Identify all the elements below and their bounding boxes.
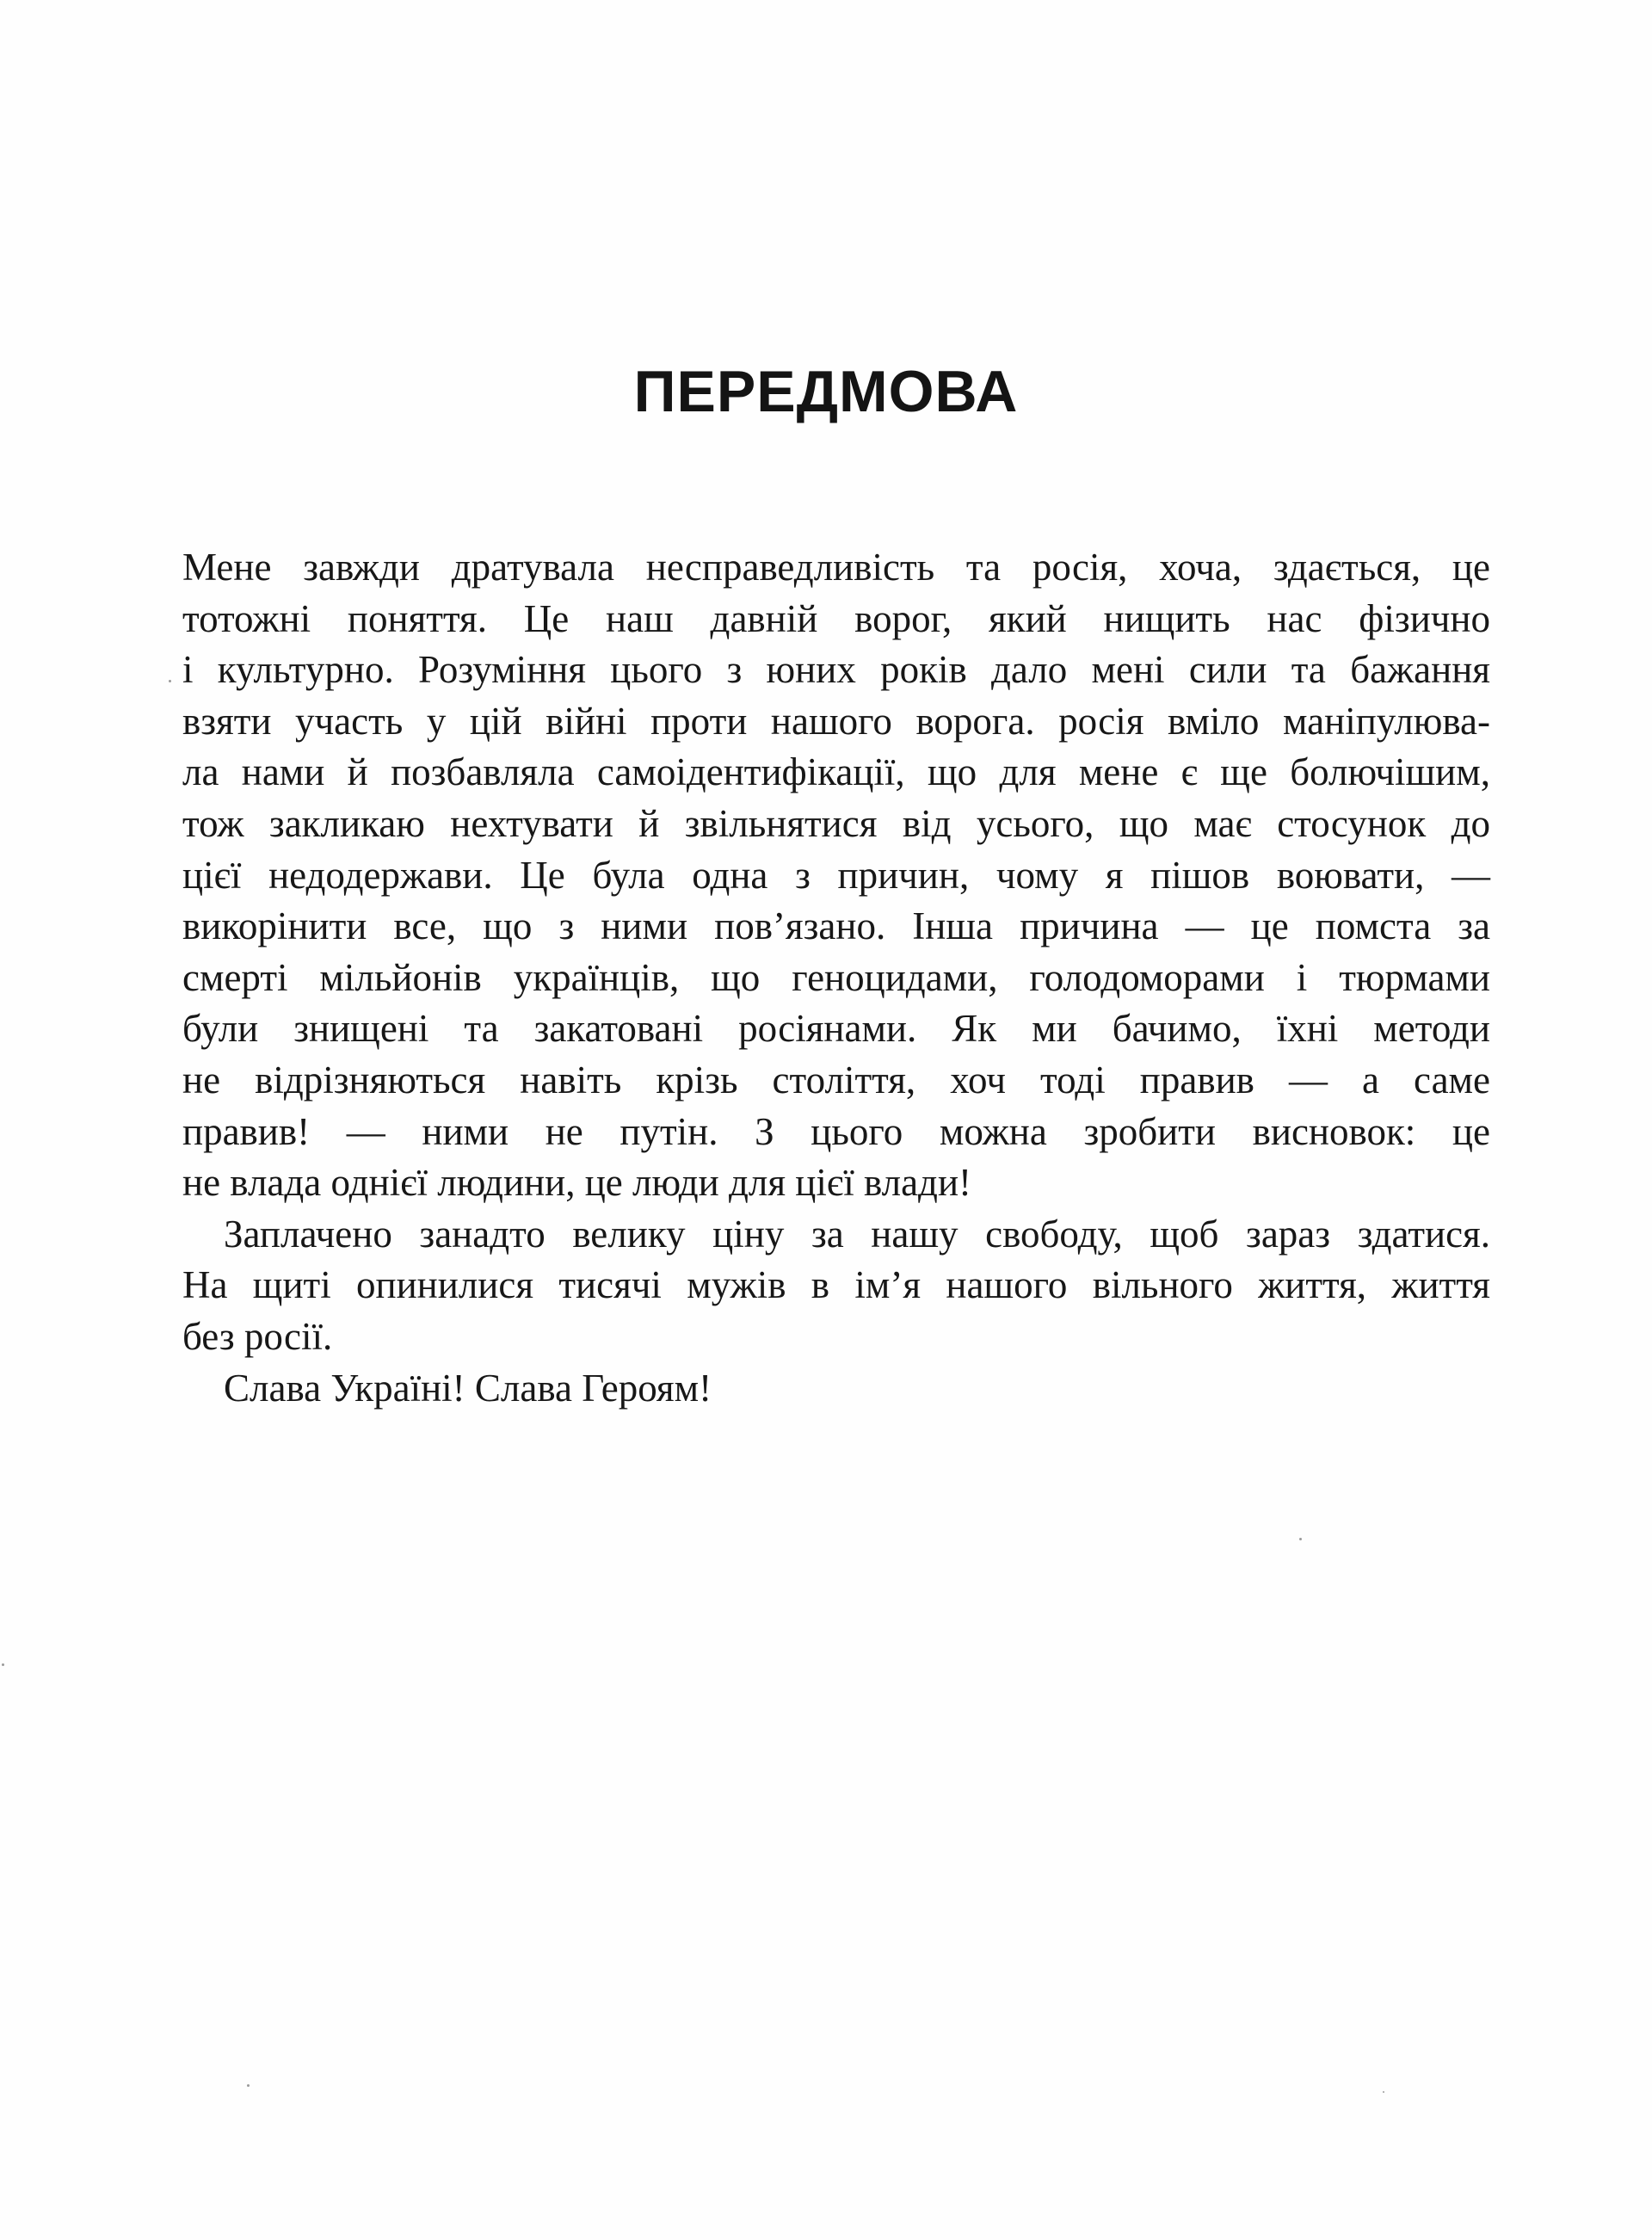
text-line: ла нами й позбавляла самоідентифікації, що для мене є ще болючішим, [182, 750, 1490, 794]
text-line: були знищені та закатовані росіянами. Як ми бачимо, їхні методи [182, 1007, 1490, 1051]
text-line: без росії. [182, 1314, 333, 1358]
print-speck [1299, 1538, 1302, 1540]
text-line: викорінити все, що з ними пов’язано. Інша причина — це помста за [182, 904, 1490, 948]
text-line: правив! — ними не путін. З цього можна зробити висновок: це [182, 1109, 1490, 1153]
text-line: Слава Україні! Слава Героям! [224, 1366, 712, 1410]
text-line: тотожні поняття. Це наш давній ворог, який нищить нас фізично [182, 596, 1490, 640]
text-line: взяти участь у цій війні проти нашого ворога. росія вміло маніпулюва- [182, 699, 1490, 743]
print-speck [2, 1663, 4, 1666]
print-speck [169, 680, 171, 682]
print-speck [1383, 2091, 1384, 2093]
text-line: не відрізняються навіть крізь століття, хоч тоді правив — а саме [182, 1058, 1490, 1101]
text-line: Мене завжди дратувала несправедливість та росія, хоча, здається, це [182, 546, 1490, 589]
text-line: смерті мільйонів українців, що геноцидами, голодоморами і тюрмами [182, 955, 1490, 999]
text-line: цієї недодержави. Це була одна з причин, чому я пішов воювати, — [182, 853, 1490, 897]
text-line: На щиті опинилися тисячі мужів в ім’я нашого вільного життя, життя [182, 1263, 1490, 1307]
text-line: не влада однієї людини, це люди для цієї влади! [182, 1161, 972, 1205]
text-line: Заплачено занадто велику ціну за нашу свободу, щоб зараз здатися. [224, 1212, 1490, 1256]
print-speck [247, 2084, 250, 2087]
text-line: тож закликаю нехтувати й звільнятися від усього, що має стосунок до [182, 801, 1490, 845]
text-line: і культурно. Розуміння цього з юних років дало мені сили та бажання [182, 648, 1490, 692]
preface-text [182, 542, 1490, 1414]
page-title: ПЕРЕДМОВА [633, 359, 1019, 424]
